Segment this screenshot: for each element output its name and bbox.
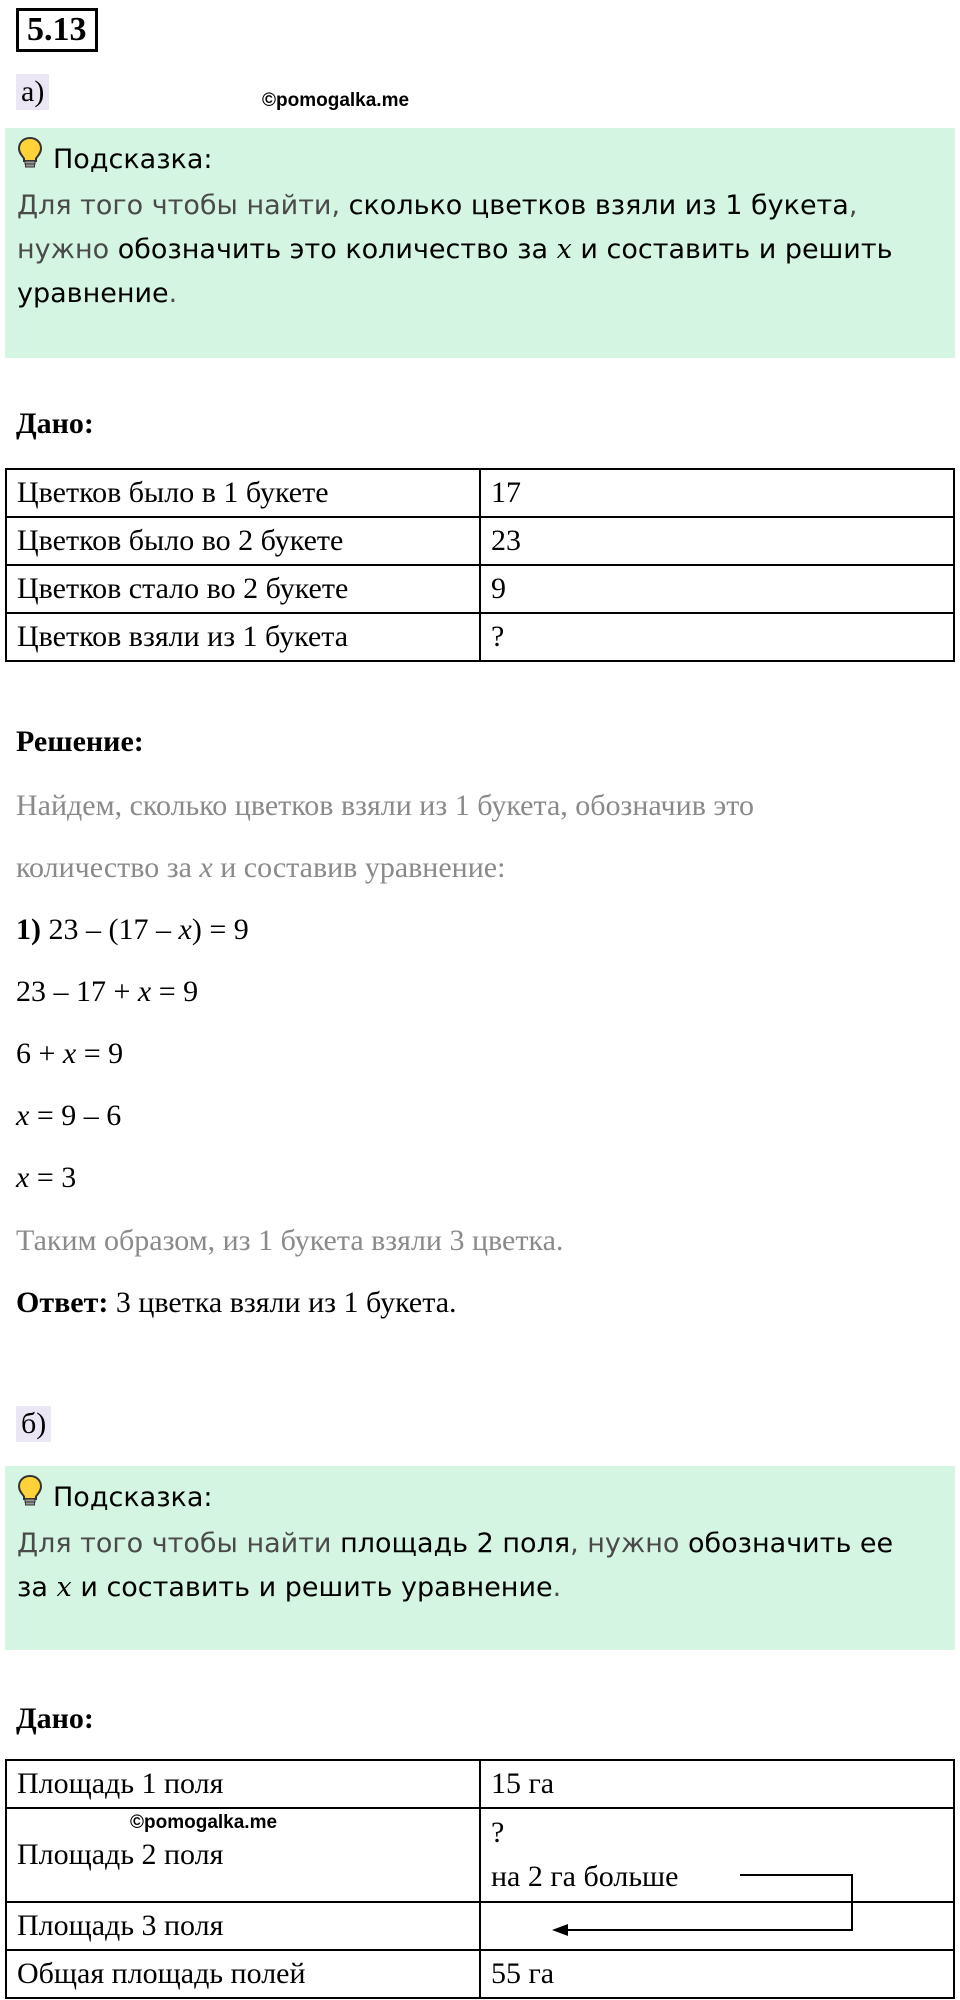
lightbulb-icon — [17, 136, 43, 184]
solution-intro — [16, 848, 505, 888]
answer — [16, 1283, 457, 1323]
equation-5 — [16, 1158, 76, 1198]
hint-box-b — [5, 1466, 955, 1650]
given-label: Цветков было в 1 букете — [6, 469, 480, 517]
hint-text: , нужно — [570, 1528, 688, 1559]
table-row — [6, 469, 954, 517]
given-table-a — [5, 468, 955, 662]
equation-3 — [16, 1034, 123, 1074]
conclusion: Таким образом, из 1 букета взяли 3 цветка. — [16, 1224, 564, 1257]
given-value: 9 — [480, 565, 954, 613]
given-value: 55 га — [480, 1950, 954, 1998]
given-note: на 2 га больше — [491, 1860, 679, 1893]
given-value: 23 — [480, 517, 954, 565]
given-label: Общая площадь полей — [6, 1950, 480, 1998]
given-value: ? — [491, 1816, 505, 1849]
hint-highlight: за — [17, 1572, 57, 1603]
equation-2 — [16, 972, 198, 1012]
hint-title: Подсказка: — [53, 1482, 213, 1513]
hint-highlight: обозначить ее — [687, 1528, 894, 1559]
given-label: Цветков взяли из 1 букета — [6, 613, 480, 661]
equation-4 — [16, 1096, 121, 1136]
table-row — [6, 613, 954, 661]
table-row — [6, 1950, 954, 1998]
variable: x — [137, 975, 152, 1008]
text: = 9 — [76, 1037, 124, 1070]
hint-highlight: площадь 2 поля — [340, 1528, 571, 1559]
table-row — [6, 517, 954, 565]
hint-variable: x — [56, 1572, 72, 1603]
text: = 3 — [29, 1161, 77, 1194]
hint-highlight: и составить и решить уравнение — [71, 1572, 553, 1603]
watermark: ©pomogalka.me — [262, 90, 410, 111]
solution-heading: Решение: — [16, 725, 144, 758]
hint-highlight: сколько цветков взяли из 1 букета — [348, 190, 849, 221]
task-number: 5.13 — [16, 8, 98, 52]
text: = 9 – 6 — [29, 1099, 122, 1132]
text: и составив уравнение: — [212, 851, 506, 884]
given-value: ? — [480, 613, 954, 661]
text: количество за — [16, 851, 200, 884]
answer-label: Ответ: — [16, 1286, 109, 1319]
arrow-connector — [540, 1860, 860, 1940]
variable: x — [16, 1161, 30, 1194]
step-label: 1) — [16, 913, 41, 946]
hint-highlight: и составить и решить — [571, 234, 893, 265]
given-value: 15 га — [480, 1760, 954, 1808]
hint-text: , — [848, 190, 858, 221]
given-label: Цветков было во 2 букете — [6, 517, 480, 565]
solution-intro: Найдем, сколько цветков взяли из 1 букета, обозначив это — [16, 789, 754, 822]
variable: x — [62, 1037, 77, 1070]
hint-text: . — [552, 1572, 562, 1603]
text: 23 – (17 – — [41, 913, 179, 946]
given-heading-a: Дано: — [16, 407, 94, 440]
equation-1 — [16, 910, 249, 950]
given-heading-b: Дано: — [16, 1702, 94, 1735]
answer-text: 3 цветка взяли из 1 букета. — [108, 1286, 457, 1319]
watermark: ©pomogalka.me — [130, 1812, 278, 1833]
lightbulb-icon — [17, 1474, 43, 1522]
given-value: 17 — [480, 469, 954, 517]
given-label: Площадь 3 поля — [6, 1902, 480, 1950]
part-b-label: б) — [16, 1406, 51, 1442]
text: 6 + — [16, 1037, 63, 1070]
text: ) = 9 — [191, 913, 249, 946]
hint-text: Для того чтобы найти — [17, 1528, 341, 1559]
hint-box-a — [5, 128, 955, 358]
table-row — [6, 565, 954, 613]
variable: x — [178, 913, 192, 946]
hint-text: нужно — [17, 234, 118, 265]
given-label: Площадь 2 поля — [6, 1808, 480, 1902]
given-label: Площадь 1 поля — [6, 1760, 480, 1808]
part-a-label: а) — [16, 74, 49, 110]
variable: x — [16, 1099, 30, 1132]
hint-variable: x — [556, 234, 572, 265]
hint-text: . — [168, 278, 178, 309]
given-label: Цветков стало во 2 букете — [6, 565, 480, 613]
text: = 9 — [151, 975, 199, 1008]
table-row — [6, 1760, 954, 1808]
variable: x — [199, 851, 213, 884]
hint-text: Для того чтобы найти, — [17, 190, 349, 221]
hint-title: Подсказка: — [53, 144, 213, 175]
hint-highlight: уравнение — [17, 278, 169, 309]
text: 23 – 17 + — [16, 975, 138, 1008]
hint-highlight: обозначить это количество за — [117, 234, 557, 265]
